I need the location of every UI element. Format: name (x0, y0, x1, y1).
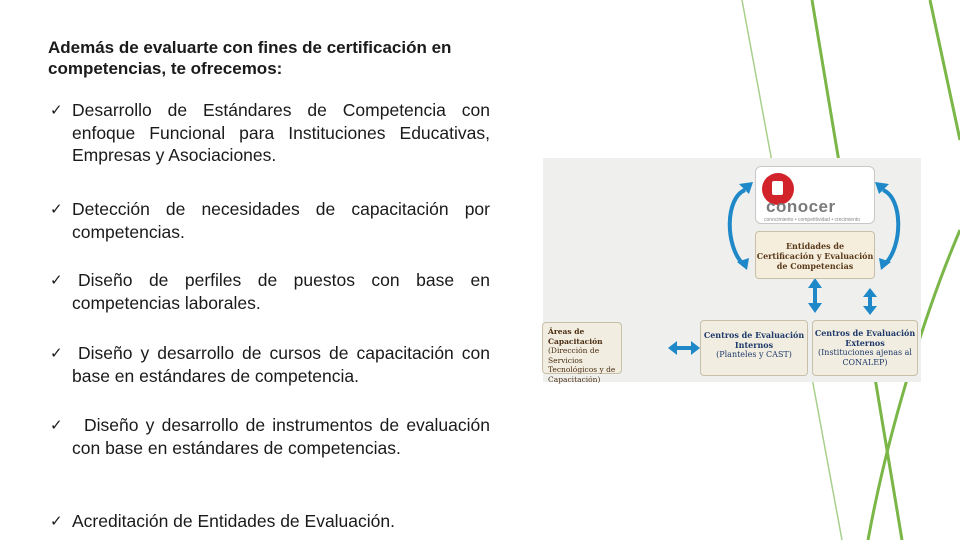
centros-internos-title: Centros de Evaluación Internos (703, 330, 805, 350)
centros-externos-title: Centros de Evaluación Externos (814, 328, 916, 348)
bullet-item (50, 342, 490, 387)
bullet-text: Acreditación de Entidades de Evaluación. (72, 511, 395, 531)
bullet-item (50, 99, 490, 167)
bullet-item (50, 414, 490, 459)
checkmark-icon: ✓ (50, 344, 63, 362)
centros-internos-box (700, 320, 808, 376)
conocer-logo-box (755, 166, 875, 224)
bullet-text: Desarrollo de Estándares de Competencia con enfoque Funcional para Instituciones Educativas, Empresas y Asociaciones. (72, 100, 490, 165)
checkmark-icon: ✓ (50, 271, 63, 289)
areas-capacitacion-box (542, 322, 622, 384)
areas-subtitle: (Dirección de Servicios Tecnológicos y de Capacitación) (548, 346, 616, 384)
heading-line-2: competencias, te ofrecemos: (48, 59, 283, 78)
bullet-item (50, 269, 490, 314)
bullet-text: Diseño y desarrollo de cursos de capacitación con base en estándares de competencia. (72, 343, 490, 386)
centros-internos-subtitle: (Planteles y CAST) (716, 350, 792, 359)
centros-externos-box (812, 320, 918, 376)
bullet-text: Detección de necesidades de capacitación por competencias. (72, 199, 490, 242)
checkmark-icon: ✓ (50, 512, 63, 530)
page-heading (48, 37, 548, 79)
checkmark-icon: ✓ (50, 101, 63, 119)
checkmark-icon: ✓ (50, 200, 63, 218)
bullet-item (50, 510, 490, 533)
bullet-text: Diseño de perfiles de puestos con base en competencias laborales. (72, 270, 490, 313)
conocer-name: conocer (766, 197, 836, 216)
conocer-tagline: conocimiento • competitividad • crecimiento (764, 217, 861, 223)
centros-externos-subtitle: (Instituciones ajenas al CONALEP) (818, 348, 912, 367)
bullet-text: Diseño y desarrollo de instrumentos de evaluación con base en estándares de competencias. (72, 415, 490, 458)
checkmark-icon: ✓ (50, 416, 63, 434)
certification-diagram (543, 158, 921, 382)
bullet-item (50, 198, 490, 243)
heading-line-1: Además de evaluarte con fines de certificación en (48, 38, 452, 57)
entidades-box: Entidades de Certificación y Evaluación de Competencias (755, 231, 875, 279)
areas-title: Áreas de Capacitación (548, 327, 603, 346)
